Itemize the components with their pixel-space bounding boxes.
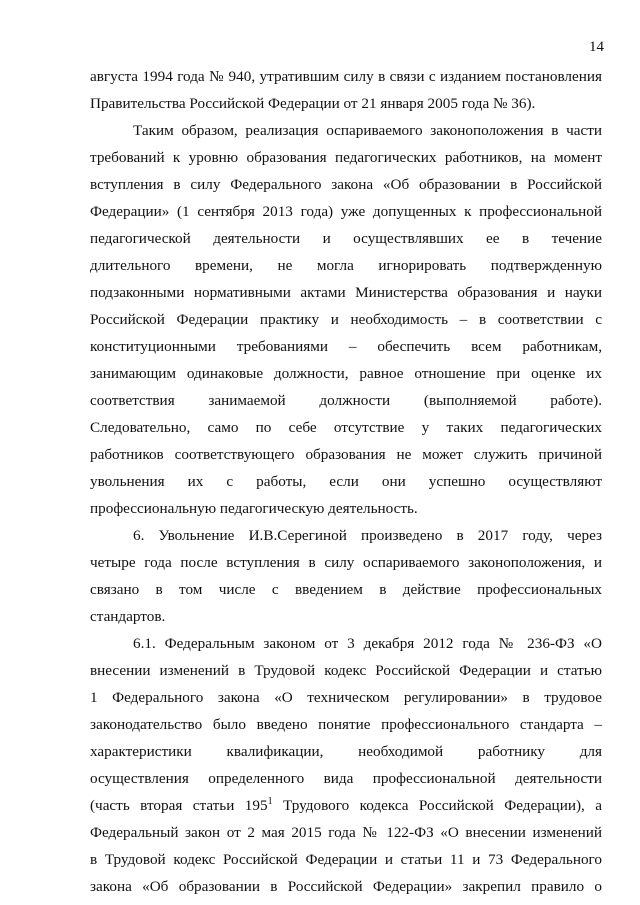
text-line: внесении изменений в Трудовой кодекс Российской Федерации и статью: [90, 662, 602, 679]
text-line: профессиональную педагогическую деятельность.: [90, 500, 418, 517]
text-line: законодательство было введено понятие профессионального стандарта –: [90, 716, 602, 733]
document-body: [90, 63, 602, 900]
text-line: Таким образом, реализация оспариваемого законоположения в части: [133, 122, 602, 139]
text-line: вступления в силу Федерального закона «Об образовании в Российской: [90, 176, 602, 193]
text-line: 6.1. Федеральным законом от 3 декабря 2012 года № 236-ФЗ «О: [133, 635, 602, 652]
page-number: 14: [589, 39, 604, 55]
text-line: Федерации» (1 сентября 2013 года) уже допущенных к профессиональной: [90, 203, 602, 220]
text-line: 6. Увольнение И.В.Серегиной произведено в 2017 году, через: [133, 527, 602, 544]
text-line: работников соответствующего образования не может служить причиной: [90, 446, 602, 463]
text-line: четыре года после вступления в силу оспариваемого законоположения, и: [90, 554, 602, 571]
text-line: осуществления определенного вида профессиональной деятельности: [90, 770, 602, 787]
text-line: в Трудовой кодекс Российской Федерации и статьи 11 и 73 Федерального: [90, 851, 602, 868]
text-line: длительного времени, не могла игнорировать подтвержденную: [90, 257, 602, 274]
text-line: Правительства Российской Федерации от 21 января 2005 года № 36).: [90, 95, 536, 112]
text-line: августа 1994 года № 940, утратившим силу в связи с изданием постановления: [90, 68, 602, 85]
text-line: связано в том числе с введением в действие профессиональных: [90, 581, 602, 598]
text-line: конституционными требованиями – обеспечить всем работникам,: [90, 338, 602, 355]
text-line: подзаконными нормативными актами Министерства образования и науки: [90, 284, 602, 301]
text-line: характеристики квалификации, необходимой работнику для: [90, 743, 602, 760]
text-line: занимающим одинаковые должности, равное отношение при оценке их: [90, 365, 602, 382]
superscript: 1: [267, 796, 273, 807]
paragraph: [90, 630, 602, 900]
text-line: Российской Федерации практику и необходимость – в соответствии с: [90, 311, 602, 328]
paragraph: [90, 63, 602, 117]
text-line: соответствия занимаемой должности (выполняемой работе).: [90, 392, 602, 409]
text-line: 1 Федерального закона «О техническом регулировании» в трудовое: [90, 689, 602, 706]
paragraph: [90, 522, 602, 630]
text-line: требований к уровню образования педагогических работников, на момент: [90, 149, 602, 166]
text-line: стандартов.: [90, 608, 166, 625]
text-line: увольнения их с работы, если они успешно осуществляют: [90, 473, 602, 490]
text-fragment: Трудового кодекса Российской Федерации), а: [272, 797, 602, 814]
text-line: педагогической деятельности и осуществлявших ее в течение: [90, 230, 602, 247]
text-line: закона «Об образовании в Российской Федерации» закрепил правило о: [90, 878, 602, 895]
text-fragment: (часть вторая статьи 195: [90, 797, 268, 814]
text-line: Следовательно, само по себе отсутствие у таких педагогических: [90, 419, 602, 436]
text-line-with-superscript: [90, 792, 602, 819]
paragraph: [90, 117, 602, 522]
text-line: Федеральный закон от 2 мая 2015 года № 122-ФЗ «О внесении изменений: [90, 824, 602, 841]
